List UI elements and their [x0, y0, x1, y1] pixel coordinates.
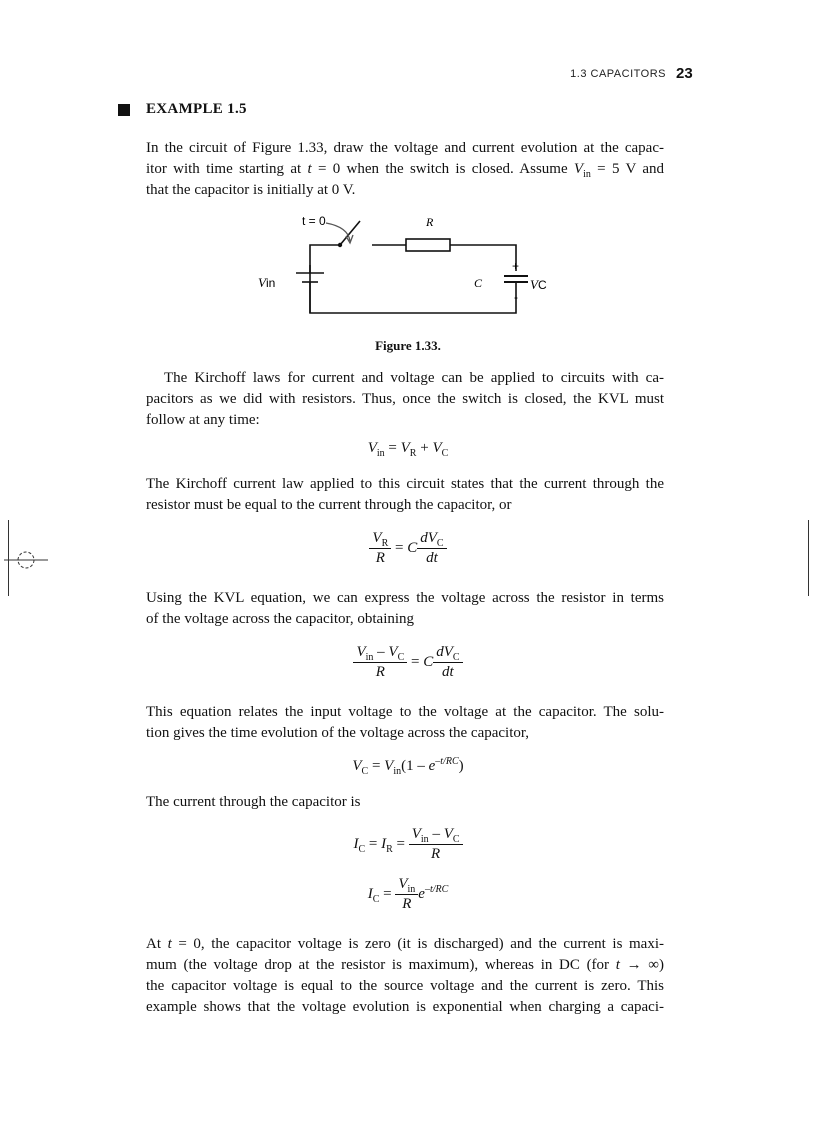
p6-line-1: At t = 0, the capacitor voltage is zero (it is discharged) and the current is maxi- [146, 936, 664, 952]
intro-line-3: that the capacitor is initially at 0 V. [146, 182, 356, 198]
p1-line-3: follow at any time: [146, 412, 260, 428]
plus-sign: + [512, 259, 520, 273]
paragraph-conclusion [146, 934, 664, 1018]
circuit-wire-top-left [310, 245, 340, 265]
p4-line-1: This equation relates the input voltage to the voltage at the capacitor. The solu- [146, 704, 664, 720]
capacitor-label: C [474, 276, 483, 290]
p3-line-2: of the voltage across the capacitor, obtaining [146, 611, 415, 627]
paragraph-solution [146, 702, 664, 744]
paragraph-kvl-substitution [146, 588, 664, 630]
p3-line-1: Using the KVL equation, we can express the voltage across the resistor in terms [146, 590, 664, 606]
intro-paragraph [146, 138, 664, 201]
registration-mark [0, 548, 52, 572]
p4-line-2: tion gives the time evolution of the voltage across the capacitor, [146, 725, 530, 741]
p1-line-2: pacitors as we did with resistors. Thus, once the switch is closed, the KVL must [146, 391, 664, 407]
example-title: EXAMPLE 1.5 [146, 101, 247, 117]
resistor-label: R [426, 215, 434, 229]
circuit-figure [240, 205, 580, 335]
resistor-symbol [406, 239, 450, 251]
p6-line-2: mum (the voltage drop at the resistor is maximum), whereas in DC (for t → ∞) [146, 957, 664, 973]
p6-line-4: example shows that the voltage evolution is exponential when charging a capaci- [146, 999, 664, 1015]
intro-line-2: itor with time starting at t = 0 when the switch is closed. Assume $V_{in} = 5$ V and [146, 161, 664, 180]
equation-kvl: $V_{in} = V_R + V_C$ [367, 440, 449, 459]
circuit-wire-top-right [450, 245, 516, 271]
paragraph-kvl [146, 368, 664, 431]
p5-line-1: The current through the capacitor is [146, 794, 361, 810]
page-number: 23 [676, 65, 693, 82]
p2-line-1: The Kirchoff current law applied to this circuit states that the current through the [146, 476, 664, 492]
p2-line-2: resistor must be equal to the current through the capacitor, or [146, 497, 512, 513]
equation-voltage-solution: $V_C = V_{in}(1 - e^{-t/RC})$ [352, 756, 464, 777]
figure-caption: Figure 1.33. [375, 338, 441, 353]
circuit-wire-left [310, 265, 516, 313]
vc-label: VC [530, 277, 547, 292]
minus-sign: - [514, 290, 518, 304]
running-head-section: 1.3 CAPACITORS [570, 68, 666, 80]
equation-kcl: $\frac{V_R}{R}$ = C $\frac{dV_C}{dt}$ [0, 530, 816, 567]
source-label: Vin [258, 275, 276, 290]
equation-differential: $\frac{V_{in} - V_C}{R}$ = C $\frac{dV_C}{dt}$ [0, 644, 816, 681]
switch-label: t = 0 [302, 214, 326, 228]
equation-current-solution: $I_C$ = $\frac{V_{in}}{R}$ $e^{-t/RC}$ [367, 876, 449, 912]
intro-line-1: In the circuit of Figure 1.33, draw the voltage and current evolution at the capac- [146, 140, 664, 156]
example-bullet-square [118, 104, 130, 116]
p6-line-3: the capacitor voltage is equal to the source voltage and the current is zero. This [146, 978, 664, 994]
paragraph-current [146, 792, 664, 813]
crop-mark-right-vertical [808, 520, 809, 596]
paragraph-kcl [146, 474, 664, 516]
p1-line-1: The Kirchoff laws for current and voltage can be applied to circuits with ca- [164, 370, 664, 386]
equation-current: $I_C = I_R$ = $\frac{V_{in} - V_C}{R}$ [0, 826, 816, 863]
